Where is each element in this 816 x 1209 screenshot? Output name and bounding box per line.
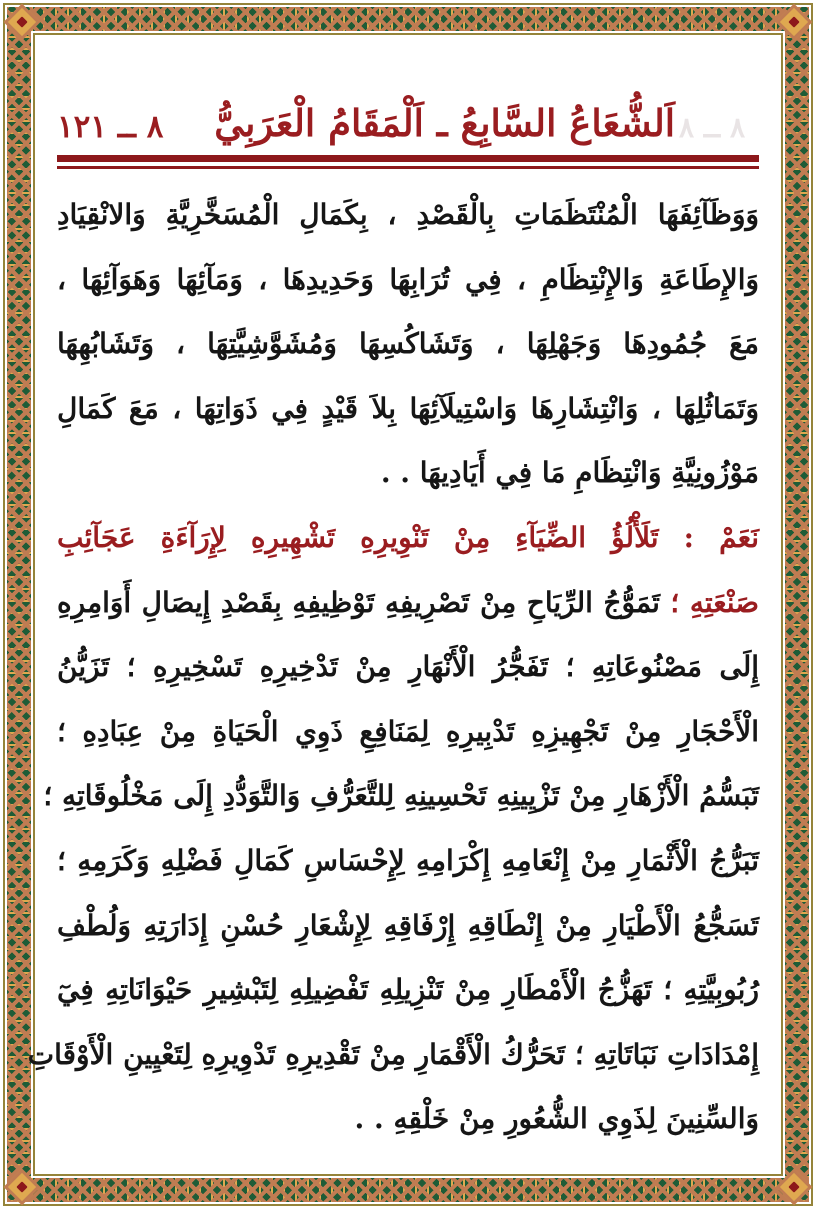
black-text-segment: تَبَسُّمُ الْأَزْهَارِ مِنْ تَزْيِينِهِ تَحْسِينِهِ لِلتَّعَرُّفِ وَالتَّوَدُّدِ إِلَى مَخْلُوقَاتِهِ ؛	[43, 779, 759, 813]
body-line	[43, 764, 759, 829]
black-text-segment: مَعَ جُمُودِهَا وَجَهْلِهَا ، وَتَشَاكُسِهَا وَمُشَوَّشِيَّتِهَا ، وَتَشَابُهِهَا	[57, 327, 759, 361]
body-line	[27, 1023, 759, 1088]
page-number-ref: ٨ ــ ١٢١	[57, 109, 164, 145]
black-text-segment: إِمْدَادَاتِ نَبَاتَاتِهِ ؛ تَحَرُّكُ الْأَقْمَارِ مِنْ تَقْدِيرِهِ تَدْوِيرِهِ لِتَعْيِينِ الْأَوْقَاتِ	[27, 1037, 759, 1071]
body-line	[57, 1087, 759, 1152]
header-divider-rule	[57, 155, 759, 169]
body-line	[57, 506, 759, 571]
body-line	[57, 248, 759, 313]
black-text-segment: إِلَى مَصْنُوعَاتِهِ ؛ تَفَجُّرُ الْأَنْهَارِ مِنْ تَدْخِيرِهِ تَسْخِيرِهِ ؛ تَزَيُّنُ	[57, 650, 759, 684]
black-text-segment: تَمَوُّجُ الرِّيَاحِ مِنْ تَصْرِيفِهِ تَوْظِيفِهِ بِقَصْدِ إِيصَالِ أَوَامِرِهِ	[57, 585, 660, 619]
body-line	[57, 700, 759, 765]
black-text-segment: وَالإِطَاعَةِ وَالإِنْتِظَامِ ، فِي تُرَابِهَا وَحَدِيدِهَا ، وَمَآئِهَا وَهَوَآئِهَا ،	[57, 262, 759, 296]
body-line	[57, 829, 759, 894]
black-text-segment: مَوْزُونِيَّةِ وَانْتِظَامِ مَا فِي أَيَادِيهَا . .	[380, 456, 759, 490]
ornament-band-top	[7, 7, 809, 31]
black-text-segment: رُبُوبِيَّتِهِ ؛ تَهَزُّجُ الْأَمْطَارِ مِنْ تَنْزِيلِهِ تَفْضِيلِهِ لِتَبْشِيرِ حَيْوَانَاتِهِ فِيٓ	[57, 973, 760, 1007]
ornament-band-right	[785, 7, 809, 1202]
black-text-segment: وَتَمَاثُلِهَا ، وَانْتِشَارِهَا وَاسْتِيلَآئِهَا بِلاَ قَيْدٍ فِي ذَوَاتِهَا ، مَعَ كَمَالِ	[57, 391, 759, 425]
page-title: اَلشُّعَاعُ السَّابِعُ ـ اَلْمَقَامُ الْعَرَبِيُّ	[214, 101, 675, 145]
body-line	[57, 183, 759, 248]
red-text-segment: نَعَمْ : تَلَأْلُؤُ الضِّيَآءِ مِنْ تَنْوِيرِهِ تَشْهِيرِهِ لِإِرَآءَةِ عَجَآئِبِ	[57, 520, 759, 554]
body-text	[27, 183, 760, 1152]
body-line	[57, 894, 759, 959]
ornament-band-bottom	[7, 1178, 809, 1202]
body-line	[57, 635, 759, 700]
body-line	[57, 958, 759, 1023]
page-header	[57, 81, 759, 145]
body-line	[57, 441, 759, 506]
black-text-segment: تَسَجُّعُ الْأَطْيَارِ مِنْ إِنْطَاقِهِ إِرْفَاقِهِ لِإِشْعَارِ حُسْنِ إِدَارَتِهِ وَلُطْفِ	[57, 908, 759, 942]
red-text-segment: صَنْعَتِهِ ؛	[659, 585, 760, 619]
black-text-segment: وَوَظَآئِفَهَا الْمُنْتَظَمَاتِ بِالْقَصْدِ ، بِكَمَالِ الْمُسَخَّرِيَّةِ وَالانْقِيَادِ	[57, 198, 759, 231]
body-line	[57, 571, 759, 636]
faint-page-marker: ٨ ــ ٨	[679, 111, 745, 144]
page-content	[27, 35, 781, 1174]
body-line	[57, 377, 759, 442]
black-text-segment: وَالسِّنِينَ لِذَوِي الشُّعُورِ مِنْ خَلْقِهِ . .	[354, 1102, 759, 1136]
body-line	[57, 312, 759, 377]
black-text-segment: الْأَحْجَارِ مِنْ تَجْهِيزِهِ تَدْبِيرِهِ لِمَنَافِعِ ذَوِي الْحَيَاةِ مِنْ عِبَادِهِ ؛	[57, 714, 759, 748]
black-text-segment: تَبَرُّجُ الْأَثْمَارِ مِنْ إِنْعَامِهِ إِكْرَامِهِ لِإِحْسَاسِ كَمَالِ فَضْلِهِ وَكَرَمِهِ ؛	[57, 843, 759, 877]
